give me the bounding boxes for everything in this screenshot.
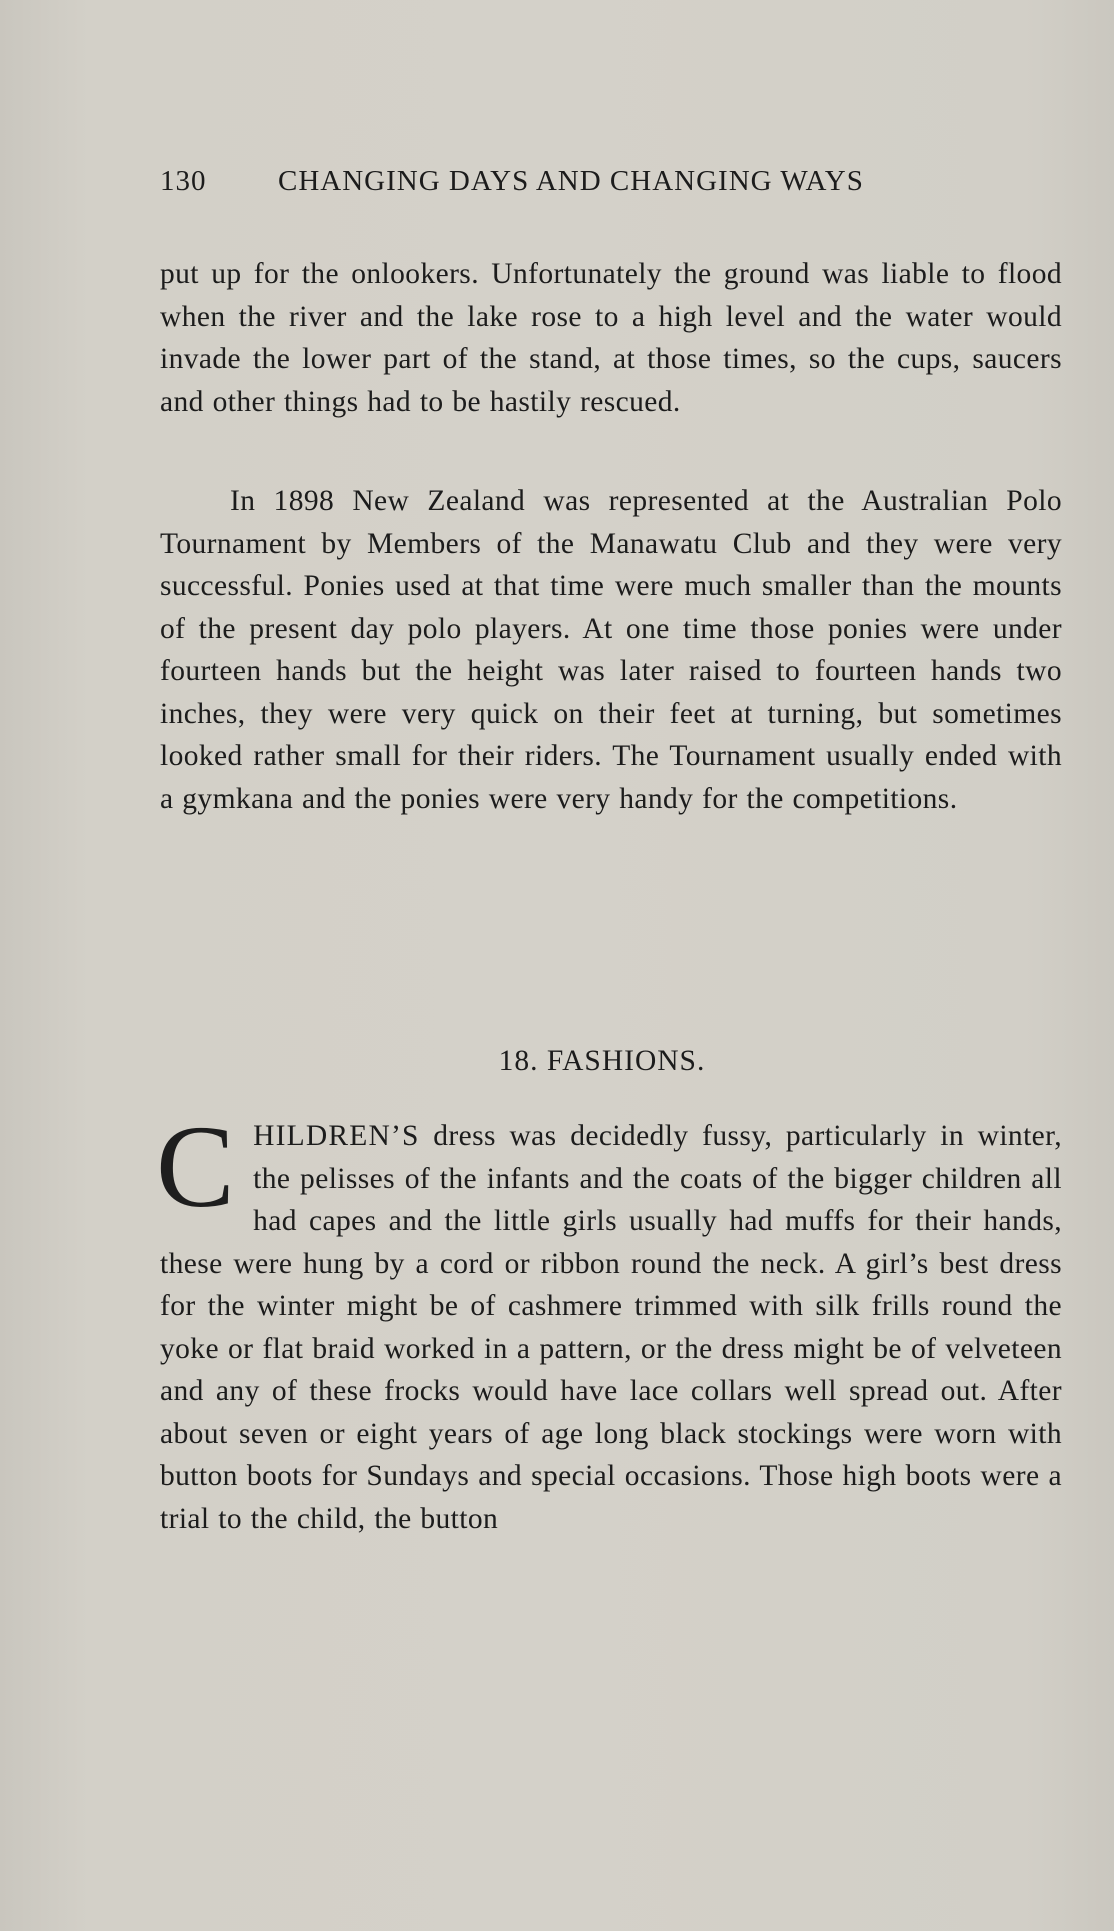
paragraph-polo-tournament: In 1898 New Zealand was represented at the Australian Polo Tournament by Members of the Manawatu Club and they were very successful. Ponies used at that time were much smaller than the mounts of the present day polo players. At one time those ponies were under fourteen hands but the height was later raised to fourteen hands two inches, they were very quick on their feet at turning, but sometimes looked rather small for their riders. The Tournament usually ended with a gymkana and the ponies were very handy for the competitions. bbox=[160, 485, 1062, 815]
paragraph-onlookers: put up for the onlookers. Unfortunately the ground was liable to flood when the river and the lake rose to a high level and the water would invade the lower part of the stand, at those times, so the cups, saucers and other things had to be hastily rescued. bbox=[160, 258, 1062, 418]
paragraph-lead-word: HILDREN’S bbox=[253, 1120, 420, 1152]
drop-cap-letter: C bbox=[156, 1101, 236, 1232]
running-header bbox=[160, 165, 960, 198]
paragraph-childrens-dress bbox=[156, 1101, 1062, 1540]
running-title: CHANGING DAYS AND CHANGING WAYS bbox=[278, 165, 864, 197]
page-number: 130 bbox=[160, 165, 207, 197]
section-heading-fashions: 18. FASHIONS. bbox=[498, 1045, 706, 1077]
paragraph-body: dress was decidedly fussy, particularly in winter, the pelisses of the infants and the coats of the bigger children all had capes and the little girls usually had muffs for their hands, these were hung by a cord or ribbon round the neck. A girl’s best dress for the winter might be of cashmere trimmed with silk frills round the yoke or flat braid worked in a pattern, or the dress might be of velveteen and any of these frocks would have lace collars well spread out. After about seven or eight years of age long black stockings were worn with button boots for Sundays and special occasions. Those high boots were a trial to the child, the button bbox=[160, 1120, 1062, 1535]
